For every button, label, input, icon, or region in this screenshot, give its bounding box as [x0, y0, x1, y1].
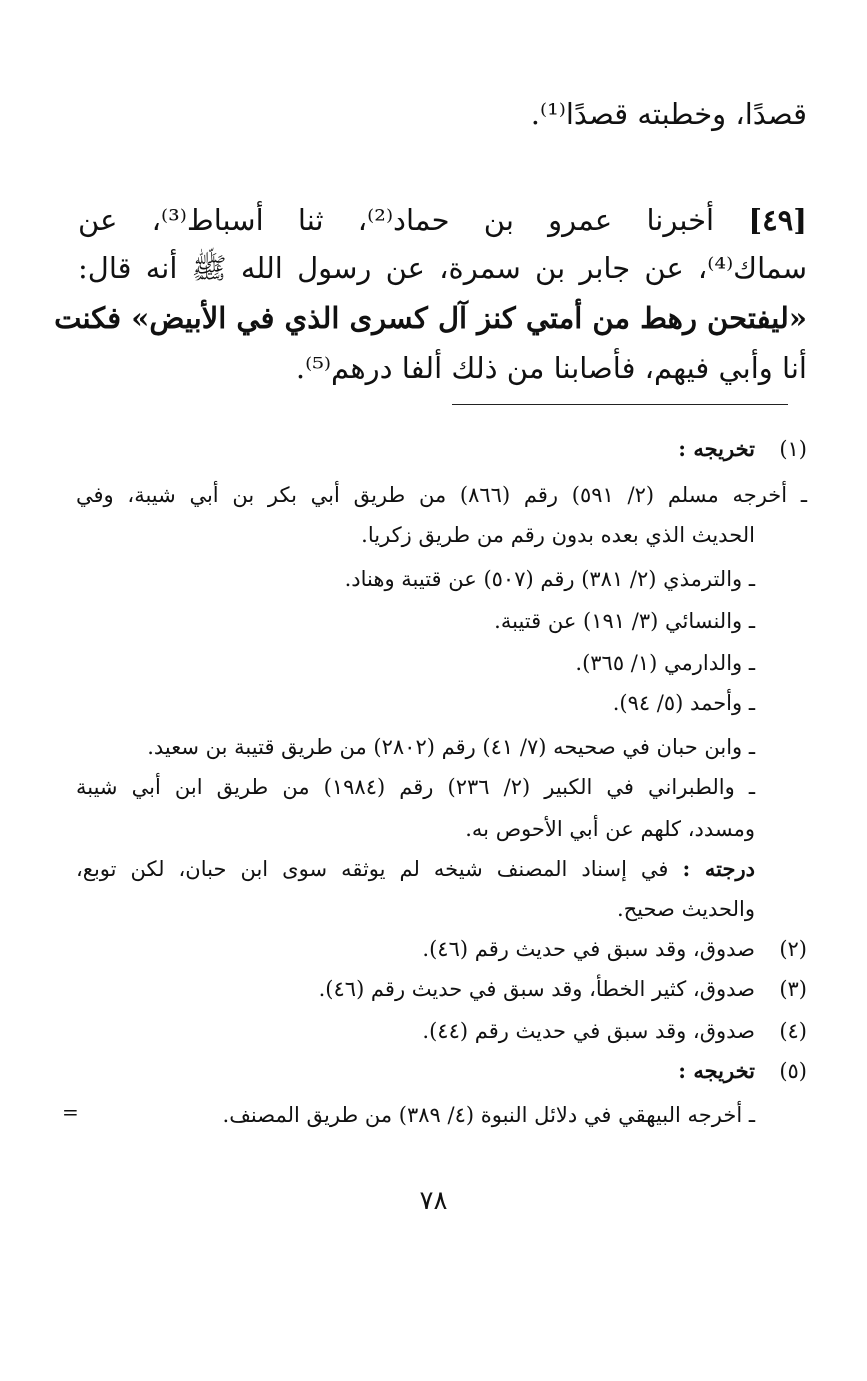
footnote-1-line-6: ـ وأحمد (٥/ ٩٤). — [612, 691, 755, 715]
hadith-number: [٤٩] — [748, 203, 807, 237]
footnote-3-text: صدوق، كثير الخطأ، وقد سبق في حديث رقم (٤٦). — [318, 977, 755, 1001]
footnote-2-text: صدوق، وقد سبق في حديث رقم (٤٦). — [422, 937, 755, 961]
footnote-1-line-1: ـ أخرجه مسلم (٢/ ٥٩١) رقم (٨٦٦) من طريق أبي بكر بن أبي شيبة، وفي — [76, 483, 807, 507]
footnote-separator — [452, 404, 788, 405]
footnote-1-heading: تخريجه : — [678, 436, 755, 461]
footnote-1-line-4: ـ والنسائي (٣/ ١٩١) عن قتيبة. — [494, 609, 755, 633]
footnote-1-line-7: ـ وابن حبان في صحيحه (٧/ ٤١) رقم (٢٨٠٢) من طريق قتيبة بن سعيد. — [147, 735, 755, 759]
text-line-3: سماك⁽⁴⁾، عن جابر بن سمرة، عن رسول الله ﷺ أنه قال: — [78, 251, 807, 285]
footnote-1-line-3: ـ والترمذي (٢/ ٣٨١) رقم (٥٠٧) عن قتيبة وهناد. — [344, 567, 755, 591]
footnote-1-line-5: ـ والدارمي (١/ ٣٦٥). — [575, 651, 755, 675]
isnad-start: أخبرنا عمرو بن حماد⁽²⁾، ثنا أسباط⁽³⁾، عن — [78, 203, 715, 237]
text-line-2 — [78, 196, 807, 244]
continuation-mark: = — [62, 1100, 79, 1124]
footnote-1-number: (١) — [779, 437, 807, 461]
footnote-1-grade-text: في إسناد المصنف شيخه لم يوثقه سوى ابن حبان، لكن توبع، — [76, 857, 669, 881]
footnote-2-number: (٢) — [779, 937, 807, 961]
footnote-4-text: صدوق، وقد سبق في حديث رقم (٤٤). — [422, 1019, 755, 1043]
footnote-4-number: (٤) — [779, 1019, 807, 1043]
footnote-5-number: (٥) — [779, 1059, 807, 1083]
footnote-1-line-9: ومسدد، كلهم عن أبي الأحوص به. — [465, 817, 755, 841]
footnote-1-line-8: ـ والطبراني في الكبير (٢/ ٢٣٦) رقم (١٩٨٤) من طريق ابن أبي شيبة — [76, 775, 755, 799]
footnote-1-grade-label: درجته : — [682, 856, 755, 881]
hadith-matn: «ليفتحن رهط من أمتي كنز آل كسرى الذي في الأبيض» فكنت — [54, 301, 807, 335]
footnote-5-heading: تخريجه : — [678, 1058, 755, 1083]
text-line-5: أنا وأبي فيهم، فأصابنا من ذلك ألفا درهم⁽⁵⁾. — [295, 351, 807, 385]
footnote-1-line-2: الحديث الذي بعده بدون رقم من طريق زكريا. — [361, 523, 755, 547]
footnote-1-line-11: والحديث صحيح. — [616, 897, 755, 921]
footnote-5-line-1: ـ أخرجه البيهقي في دلائل النبوة (٤/ ٣٨٩) من طريق المصنف. — [222, 1103, 755, 1127]
footnote-1-grade — [76, 852, 755, 886]
text-line-1: قصدًا، وخطبته قصدًا⁽¹⁾. — [530, 97, 807, 131]
footnote-3-number: (٣) — [779, 977, 807, 1001]
page-number: ٧٨ — [419, 1186, 448, 1216]
